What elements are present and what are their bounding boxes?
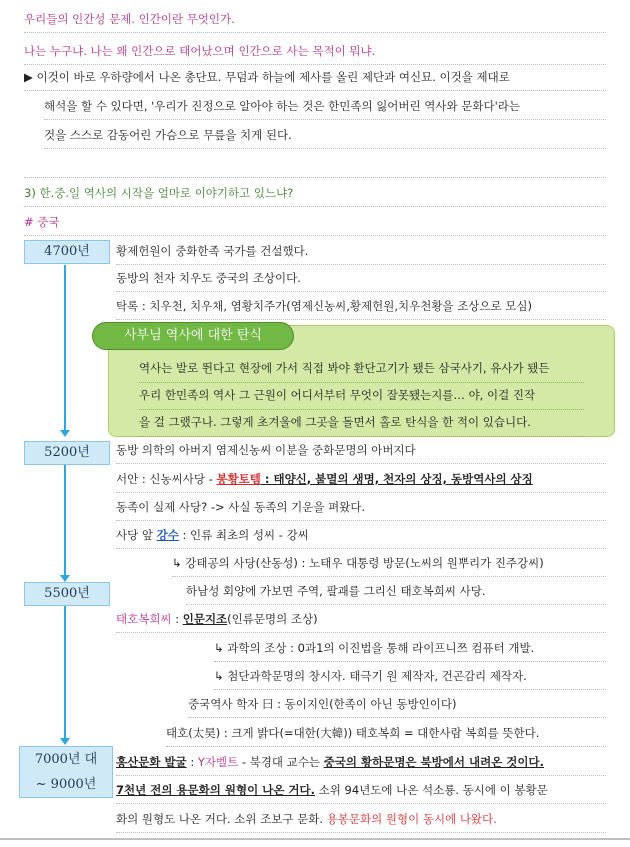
year-badge-line-1: 7000년 대 (34, 752, 98, 767)
year-badge-line-2: ~ 9000년 (35, 777, 97, 792)
entry-7000-line-2 (116, 777, 606, 804)
dragon-culture-claim: 7천년 전의 용문화의 원형이 나온 거다. (116, 783, 316, 797)
timeline-arrow-3 (60, 738, 70, 745)
intro-line-2: 나는 누구냐. 나는 왜 인간으로 태어났으며 인간으로 사는 목적이 뭐냐. (24, 38, 606, 65)
timeline-line-3 (64, 606, 66, 739)
entry-7000-line-2-post: 소위 94년도에 나온 석소룡. 동시에 이 봉황문 (315, 783, 548, 797)
entry-5200-line-5: ↳ 강태공의 사당(산동성) : 노태우 대통령 방문(노씨의 원뿌리가 진주강씨) (172, 550, 606, 577)
inmunjijo-text: 인문지조 (182, 612, 228, 626)
timeline-arrow-1 (60, 430, 70, 437)
intro-line-1: 우리들의 인간성 문제. 인간이란 무엇인가. (24, 6, 606, 33)
section-heading: 3) 한.중.일 역사의 시작을 얼마로 이야기하고 있느냐? (24, 180, 606, 207)
entry-4700-line-2: 동방의 천자 치우도 중국의 조상이다. (116, 265, 606, 292)
timeline-arrow-2 (60, 575, 70, 582)
page-bottom-rule (0, 838, 630, 840)
intro-paragraph-line-1 (24, 64, 606, 91)
taeho-name: 태호복희씨 (116, 612, 172, 626)
intro-paragraph-line-2: 해석을 할 수 있다면, '우리가 진정으로 알아야 하는 것은 한민족의 잃어버린 역사와 문화다'라는 (44, 93, 606, 120)
yellow-river-claim: 중국의 황하문명은 북방에서 내려온 것이다. (323, 755, 544, 769)
note-line-2: 우리 한민족의 역사 그 근원이 어디서부터 무엇이 잘못됐는지를… 야, 이걸 진작 (139, 382, 584, 410)
entry-5500-line-6: 태호(太昊) : 크게 밝다(=대한(大韓)) 태호복희 = 대한사람 복희를 뜻한다. (166, 720, 606, 747)
entry-5500-line-2 (116, 606, 606, 633)
hongshan-text: 홍산문화 발굴 (116, 755, 187, 769)
bullet-icon: ▶ (24, 70, 33, 84)
gangsu-text: 강수 (156, 528, 179, 542)
note-line-1: 역사는 발로 뛴다고 현장에 가서 직접 봐야 환단고기가 됐든 삼국사기, 유사가 됐든 (139, 355, 584, 383)
entry-7000-sep: : (186, 755, 198, 769)
y-belt-text: Y자벨트 (197, 755, 239, 769)
entry-5500-line-3: ↳ 과학의 조상 : 0과1의 이진법을 통해 라이프니쯔 컴퓨터 개발. (214, 635, 606, 662)
blank-line (24, 151, 606, 178)
intro-paragraph-line-3: 것을 스스로 감동어린 가슴으로 무릎을 치게 된다. (44, 122, 606, 149)
entry-7000-line-3 (116, 806, 606, 833)
timeline-line-1 (64, 265, 66, 430)
intro-paragraph-text-1: 이것이 바로 우하량에서 나온 총단묘. 무덤과 하늘에 제사를 올린 제단과 여신묘. 이것을 제대로 (36, 70, 510, 84)
year-badge-5200: 5200년 (24, 441, 110, 465)
entry-7000-line-1-mid: - 북경대 교수는 (238, 755, 324, 769)
note-line-3: 을 걸 그랬구나. 그렇게 초겨울에 그곳을 돌면서 홀로 탄식을 한 적이 있습니다. (139, 409, 584, 437)
timeline-line-2 (64, 465, 66, 576)
entry-7000-line-3-pre: 화의 원형도 나온 거다. 소위 조보구 문화. (116, 812, 327, 826)
phoenix-totem-desc: : 태양신, 불멸의 생명, 천자의 상징, 동방역사의 상징 (260, 472, 533, 486)
entry-5200-line-2-pre: 서안 : 신농씨사당 - (116, 472, 217, 486)
entry-5200-line-2 (116, 466, 606, 493)
phoenix-totem-text: 봉황토템 (216, 472, 261, 486)
entry-5500-line-2-post: (인류문명의 조상) (227, 612, 318, 626)
entry-5500-line-1: 하남성 회양에 가보면 주역, 팔괘를 그리신 태호복희씨 사당. (186, 578, 606, 605)
year-badge-4700: 4700년 (24, 240, 110, 264)
entry-5500-line-4: ↳ 첨단과학문명의 창시자. 태극기 원 제작자, 건곤감리 제작자. (214, 663, 606, 690)
entry-5500-sep: : (171, 612, 183, 626)
entry-5200-line-3: 동족이 실제 사당? -> 사실 동족의 기운을 펴왔다. (116, 494, 606, 521)
entry-5200-line-4-pre: 사당 앞 (116, 528, 157, 542)
note-title: 사부님 역사에 대한 탄식 (92, 322, 294, 350)
entry-7000-line-1 (116, 749, 606, 776)
year-badge-5500: 5500년 (24, 582, 110, 606)
entry-5200-line-4 (116, 522, 606, 549)
section-subheading: # 중국 (24, 209, 606, 236)
year-badge-7000-9000 (19, 746, 113, 798)
entry-5200-line-4-post: : 인류 최초의 성씨 - 강씨 (178, 528, 309, 542)
entry-4700-line-1: 황제헌원이 중화한족 국가를 건설했다. (116, 238, 606, 265)
entry-5200-line-1: 동방 의학의 아버지 염제신농씨 이분을 중화문명의 아버지다 (116, 437, 606, 464)
entry-4700-line-3: 탁록 : 치우천, 치우채, 염황치주가(염제신농씨,황제헌원,치우천황을 조상으로 모심) (116, 293, 606, 320)
dragon-phoenix-claim: 용봉문화의 원형이 동시에 나왔다. (326, 812, 497, 826)
entry-5500-line-5: 중국역사 학자 曰 : 동이지인(한족이 아닌 동방인이다) (188, 691, 606, 718)
